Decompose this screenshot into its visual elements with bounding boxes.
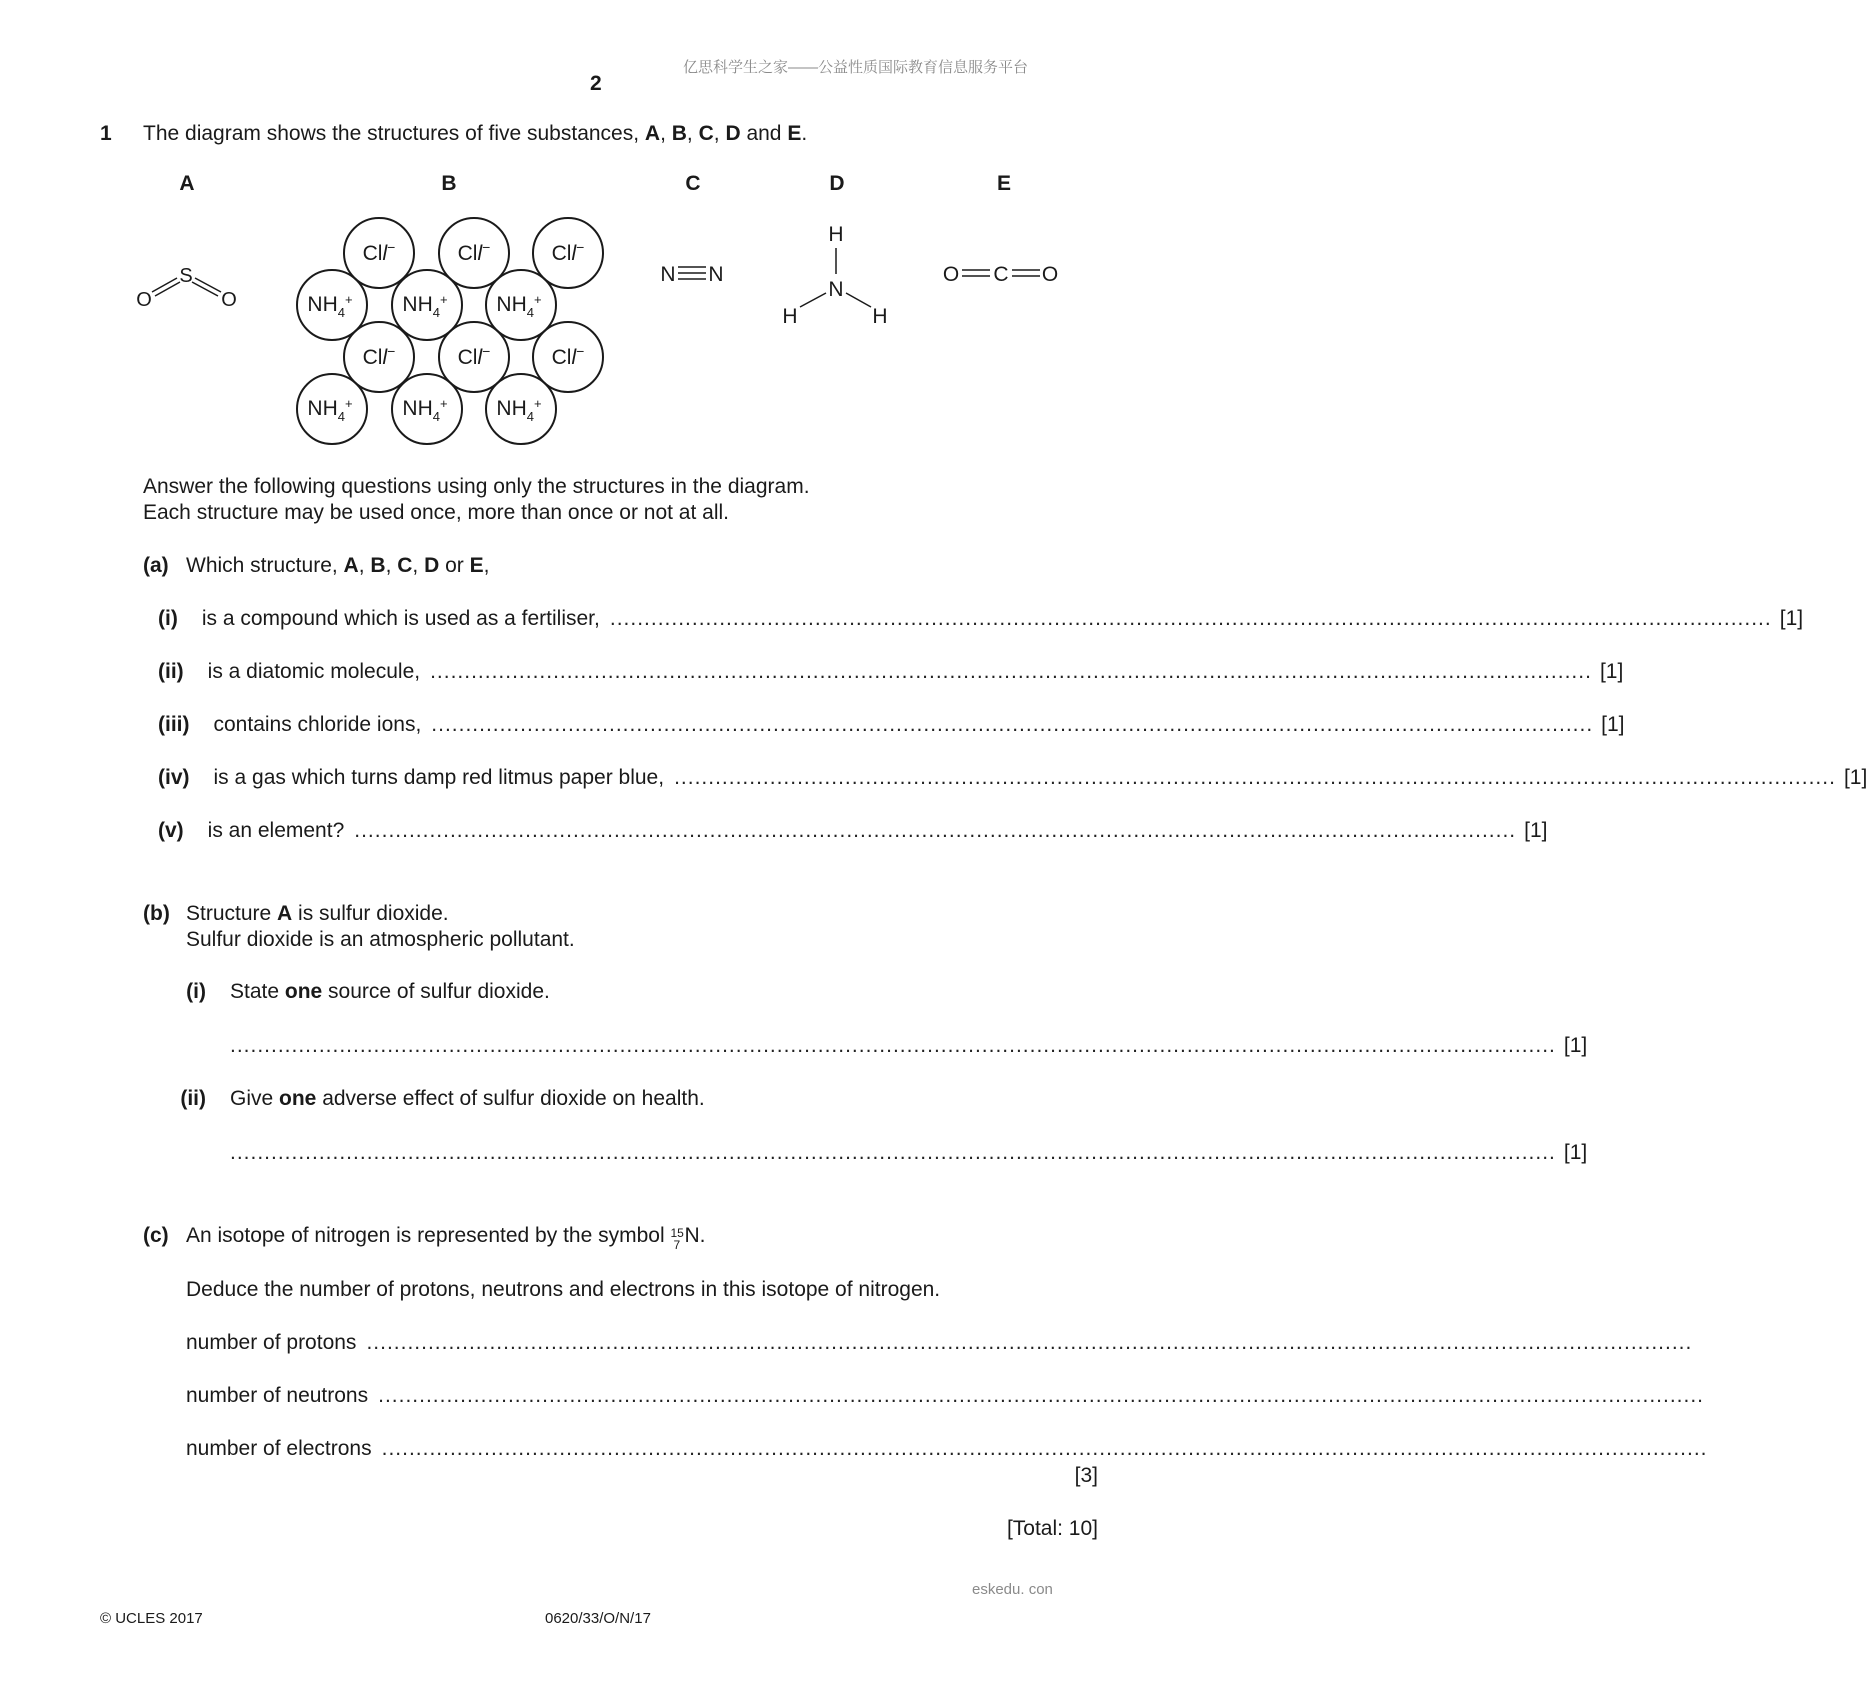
part-b-line-1 <box>186 902 449 926</box>
part-a-item-iv <box>158 766 1867 792</box>
intro-letter-c: C <box>698 122 714 145</box>
ammonium-label: $NH_4^+$ <box>307 292 353 320</box>
instruction-line-2: Each structure may be used once, more than once or not at all. <box>143 501 729 524</box>
intro-and: and <box>740 122 788 145</box>
watermark-bottom: eskedu. con <box>972 1581 1053 1598</box>
structure-label-d: D <box>829 172 845 195</box>
part-c-stem-text: An isotope of nitrogen is represented by the symbol <box>186 1224 671 1247</box>
co2-c-atom: C <box>993 263 1009 286</box>
footer-copyright: © UCLES 2017 <box>100 1610 203 1627</box>
ammonium-label: $NH_4^+$ <box>496 292 542 320</box>
protons-label: number of protons <box>186 1331 357 1354</box>
answer-line[interactable]: .......................................................................................................................................................................... <box>354 819 1517 842</box>
part-b-line-2: Sulfur dioxide is an atmospheric pollutant. <box>186 928 575 951</box>
part-b-label: (b) <box>143 902 170 925</box>
intro-letter-e: E <box>787 122 802 145</box>
chloride-label: Cll− <box>362 239 396 265</box>
item-mark: [1] <box>1601 713 1625 736</box>
question-number: 1 <box>100 122 112 145</box>
co2-o-left: O <box>942 263 960 286</box>
item-mark: [1] <box>1843 766 1867 789</box>
neutrons-answer-line[interactable]: .................................................................................................................................................................................................. <box>378 1384 1704 1407</box>
part-a-letter-d: D <box>424 554 440 577</box>
part-b-line-1-bold: A <box>277 902 293 925</box>
chloride-label: Cll− <box>551 239 585 265</box>
part-b-ii-answer <box>230 1141 1588 1167</box>
part-b-line-1-post: is sulfur dioxide. <box>292 902 449 925</box>
item-text-pre: State <box>230 980 285 1003</box>
answer-line[interactable]: .......................................................................................................................................................................... <box>430 660 1592 683</box>
part-a-item-iii <box>158 713 1625 739</box>
neutrons-label: number of neutrons <box>186 1384 369 1407</box>
chloride-label: Cll− <box>457 343 491 369</box>
co2-o-right: O <box>1041 263 1059 286</box>
item-mark: [1] <box>1563 1034 1588 1057</box>
isotope-mass-number: 15 <box>670 1226 684 1240</box>
ammonium-label: $NH_4^+$ <box>402 396 448 424</box>
chloride-label: Cll− <box>362 343 396 369</box>
part-b-item-i <box>158 980 1098 1006</box>
answer-line[interactable]: .......................................................................................................................................................................... <box>609 607 1772 630</box>
item-text-bold: one <box>284 980 323 1003</box>
item-text: is an element? <box>207 819 345 842</box>
item-text <box>230 980 550 1004</box>
structure-e-carbon-dioxide <box>943 263 1058 286</box>
isotope-numbers <box>670 1224 684 1252</box>
part-a-label: (a) <box>143 554 169 577</box>
part-a-stem-end: , <box>483 554 490 577</box>
n2-atom-left: N <box>660 263 676 286</box>
total-marks: [Total: 10] <box>1006 1517 1098 1540</box>
answer-line[interactable]: .......................................................................................................................................................................... <box>431 713 1594 736</box>
intro-letter-a: A <box>644 122 661 145</box>
item-mark: [1] <box>1524 819 1548 842</box>
item-label: (ii) <box>180 1087 206 1110</box>
structure-c-nitrogen <box>660 263 723 286</box>
structure-label-c: C <box>685 172 701 195</box>
part-c-mark: [3] <box>1074 1464 1098 1487</box>
nh3-n-atom: N <box>828 278 844 301</box>
item-mark: [1] <box>1563 1141 1588 1164</box>
item-text: is a diatomic molecule, <box>207 660 421 683</box>
part-c-deduce: Deduce the number of protons, neutrons and electrons in this isotope of nitrogen. <box>186 1278 941 1301</box>
intro-letter-b: B <box>671 122 687 145</box>
item-label: (v) <box>158 819 184 842</box>
part-a-stem: Which structure, A, B, C, D or E, <box>186 554 490 577</box>
part-a-item-i <box>158 607 1804 633</box>
structure-label-a: A <box>179 172 195 195</box>
n2-atom-right: N <box>708 263 724 286</box>
ammonium-label: $NH_4^+$ <box>307 396 353 424</box>
answer-line[interactable]: .................................................................................................................................................................................................. <box>230 1034 1556 1057</box>
structures-diagram <box>0 0 1191 460</box>
item-label: (iii) <box>158 713 190 736</box>
so2-o-right-atom: O <box>221 289 237 311</box>
structure-d-ammonia <box>782 223 887 328</box>
item-label: (ii) <box>158 660 184 683</box>
part-a-letter-e: E <box>469 554 484 577</box>
part-b-item-ii <box>158 1087 1098 1113</box>
part-a-letter-c: C <box>397 554 413 577</box>
part-c-stem-end: . <box>699 1224 706 1247</box>
item-label: (iv) <box>158 766 190 789</box>
page-number: 2 <box>590 72 602 95</box>
part-c-stem <box>186 1224 706 1252</box>
item-mark: [1] <box>1779 607 1804 630</box>
part-a-item-v <box>158 819 1548 845</box>
item-text-post: source of sulfur dioxide. <box>322 980 550 1003</box>
answer-line[interactable]: .................................................................................................................................................................................................. <box>230 1141 1556 1164</box>
nh3-h-left: H <box>782 305 798 328</box>
structure-label-b: B <box>441 172 457 195</box>
so2-s-atom: S <box>179 265 193 287</box>
structure-label-e: E <box>996 172 1011 195</box>
item-text-bold: one <box>279 1087 317 1110</box>
item-text: is a compound which is used as a fertiliser, <box>201 607 600 630</box>
item-label: (i) <box>158 607 178 630</box>
item-text-pre: Give <box>230 1087 280 1110</box>
electrons-row <box>186 1437 1708 1463</box>
item-label: (i) <box>186 980 206 1003</box>
structure-a-so2 <box>136 265 237 311</box>
item-text: is a gas which turns damp red litmus paper blue, <box>213 766 665 789</box>
part-c-label: (c) <box>143 1224 169 1247</box>
part-a-letter-b: B <box>370 554 386 577</box>
part-a-or: or <box>439 554 470 577</box>
so2-o-left-atom: O <box>136 289 152 311</box>
nh3-h-top: H <box>828 223 844 246</box>
ammonium-label: $NH_4^+$ <box>402 292 448 320</box>
answer-line[interactable]: .......................................................................................................................................................................... <box>674 766 1836 789</box>
footer-code: 0620/33/O/N/17 <box>545 1610 651 1627</box>
item-mark: [1] <box>1599 660 1624 683</box>
part-b-line-1-pre: Structure <box>186 902 278 925</box>
electrons-answer-line[interactable]: .................................................................................................................................................................................................. <box>381 1437 1708 1460</box>
ammonium-label: $NH_4^+$ <box>496 396 542 424</box>
part-b-i-answer <box>230 1034 1588 1060</box>
isotope-atomic-number: 7 <box>673 1238 681 1252</box>
question-intro: The diagram shows the structures of five substances, A, B, C, D and E. <box>143 122 808 145</box>
part-a-stem-text: Which structure, <box>186 554 344 577</box>
intro-letter-d: D <box>725 122 741 145</box>
isotope-symbol: N <box>684 1224 700 1247</box>
intro-end: . <box>801 122 808 145</box>
protons-answer-line[interactable]: .................................................................................................................................................................................................. <box>366 1331 1693 1354</box>
watermark-top: 亿思科学生之家——公益性质国际教育信息服务平台 <box>683 59 1029 76</box>
item-text-post: adverse effect of sulfur dioxide on health. <box>316 1087 705 1110</box>
instruction-line-1: Answer the following questions using only the structures in the diagram. <box>143 475 810 498</box>
item-text: contains chloride ions, <box>213 713 422 736</box>
nh3-h-right: H <box>872 305 888 328</box>
part-a-item-ii <box>158 660 1624 686</box>
electrons-label: number of electrons <box>186 1437 372 1460</box>
protons-row <box>186 1331 1693 1357</box>
part-a-letter-a: A <box>343 554 359 577</box>
chloride-label: Cll− <box>551 343 585 369</box>
intro-text: The diagram shows the structures of five substances, <box>143 122 645 145</box>
neutrons-row <box>186 1384 1704 1410</box>
item-text <box>230 1087 705 1111</box>
chloride-label: Cll− <box>457 239 491 265</box>
